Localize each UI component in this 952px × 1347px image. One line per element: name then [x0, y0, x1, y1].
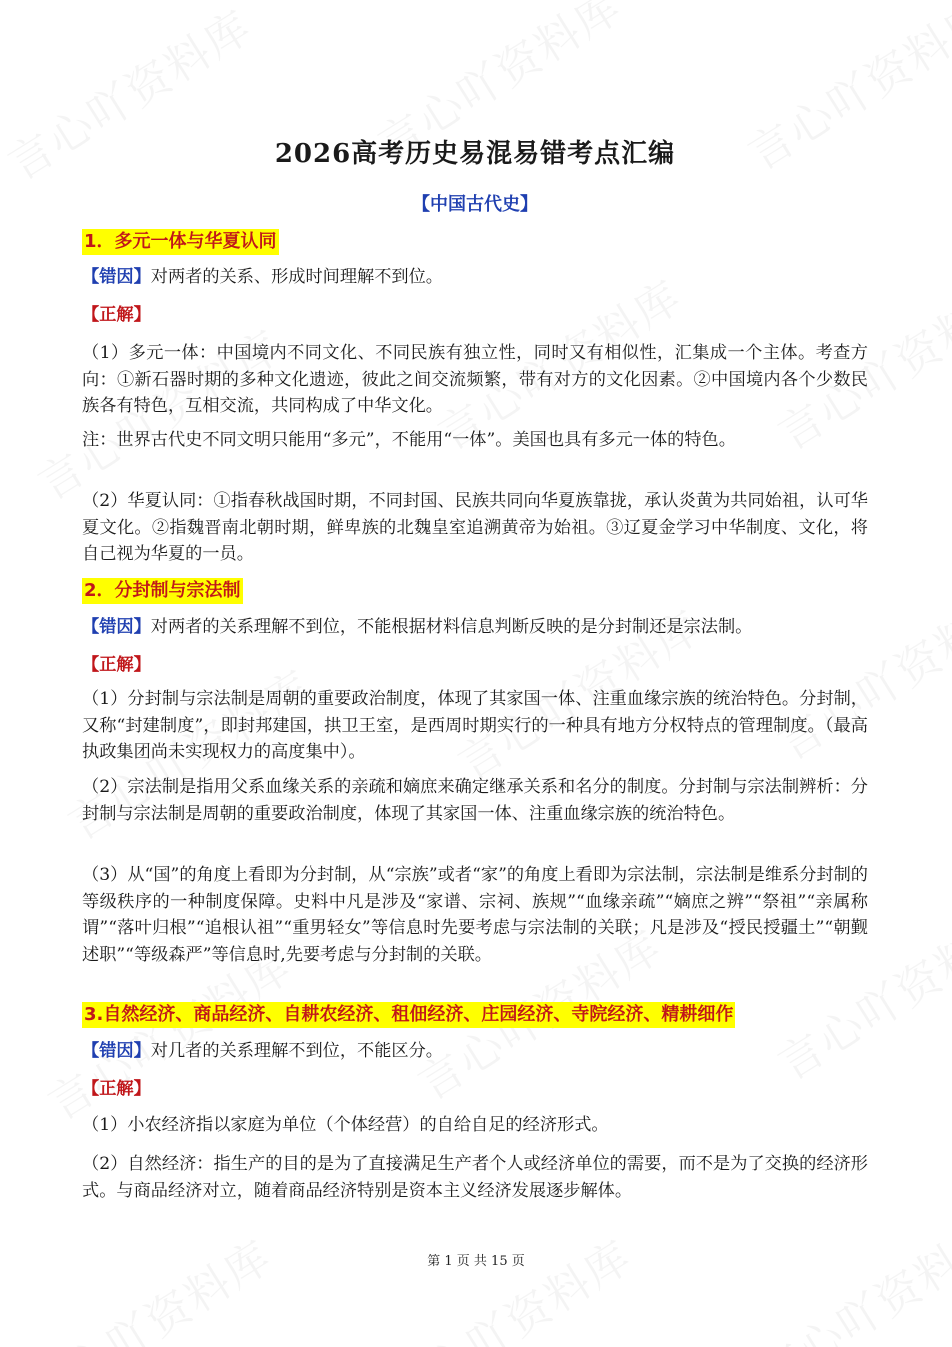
paragraph: （1）小农经济指以家庭为单位（个体经营）的自给自足的经济形式。	[82, 1115, 609, 1135]
answer-line	[82, 302, 868, 328]
cause-text: 对两者的关系理解不到位，不能根据材料信息判断反映的是分封制还是宗法制。	[150, 617, 753, 637]
paragraph: （3）从“国”的角度上看即为分封制，从“宗族”或者“家”的角度上看即为宗法制，宗法制是维系分封制的等级秩序的一种制度保障。史料中凡是涉及“家谱、宗祠、族规”“血缘亲疏”“嫡庶之辨”“祭祖”“亲属称谓”“落叶归根”“追根认祖”“重男轻女”等信息时先要考虑与宗法制的关联；凡是涉及“授民授疆土”“朝觐述职”“等级森严”等信息时,先要考虑与分封制的关联。	[82, 865, 868, 965]
topic-heading: 1．多元一体与华夏认同	[82, 229, 279, 255]
topic-heading: 3.自然经济、商品经济、自耕农经济、租佃经济、庄园经济、寺院经济、精耕细作	[82, 1002, 735, 1028]
paragraph: （2）宗法制是指用父系血缘关系的亲疏和嫡庶来确定继承关系和名分的制度。分封制与宗法制辨析：分封制与宗法制是周朝的重要政治制度，体现了其家国一体、注重血缘宗族的统治特色。	[82, 777, 868, 824]
watermark-text	[14, 1222, 282, 1347]
cause-line	[82, 614, 868, 640]
answer-label: 【正解】	[82, 305, 151, 325]
paragraph: 注：世界古代史不同文明只能用“多元”，不能用“一体”。美国也具有多元一体的特色。	[82, 430, 736, 450]
topic-heading: 2．分封制与宗法制	[82, 578, 243, 604]
page-title: 2026高考历史易混易错考点汇编	[274, 139, 676, 169]
answer-line	[82, 652, 868, 678]
watermark-text	[744, 1202, 952, 1347]
cause-label: 【错因】	[82, 1041, 151, 1061]
cause-line	[82, 1038, 868, 1064]
paragraph: （1）多元一体：中国境内不同文化、不同民族有独立性，同时又有相似性，汇集成一个主体。考查方向：①新石器时期的多种文化遗迹，彼此之间交流频繁，带有对方的文化因素。②中国境内各个少数民族各有特色，互相交流，共同构成了中华文化。	[82, 343, 868, 416]
paragraph: （2）自然经济：指生产的目的是为了直接满足生产者个人或经济单位的需要，而不是为了交换的经济形式。与商品经济对立，随着商品经济特别是资本主义经济发展逐步解体。	[82, 1154, 868, 1201]
section-header: 【中国古代史】	[412, 194, 538, 215]
watermark-text	[374, 1222, 642, 1347]
answer-label: 【正解】	[82, 655, 151, 675]
cause-label: 【错因】	[82, 617, 151, 637]
answer-line	[82, 1076, 868, 1102]
paragraph: （2）华夏认同：①指春秋战国时期，不同封国、民族共同向华夏族靠拢，承认炎黄为共同始祖，认可华夏文化。②指魏晋南北朝时期，鲜卑族的北魏皇室追溯黄帝为始祖。③辽夏金学习中华制度、文化，将自己视为华夏的一员。	[82, 491, 868, 564]
paragraph: （1）分封制与宗法制是周朝的重要政治制度，体现了其家国一体、注重血缘宗族的统治特色。分封制，又称“封建制度”，即封邦建国，拱卫王室，是西周时期实行的一种具有地方分权特点的管理制度。（最高执政集团尚未实现权力的高度集中）。	[82, 689, 868, 762]
answer-label: 【正解】	[82, 1079, 151, 1099]
cause-line	[82, 264, 868, 290]
cause-label: 【错因】	[82, 267, 151, 287]
cause-text: 对两者的关系、形成时间理解不到位。	[150, 267, 443, 287]
cause-text: 对几者的关系理解不到位，不能区分。	[150, 1041, 443, 1061]
page-footer: 第 1 页 共 15 页	[427, 1254, 525, 1269]
